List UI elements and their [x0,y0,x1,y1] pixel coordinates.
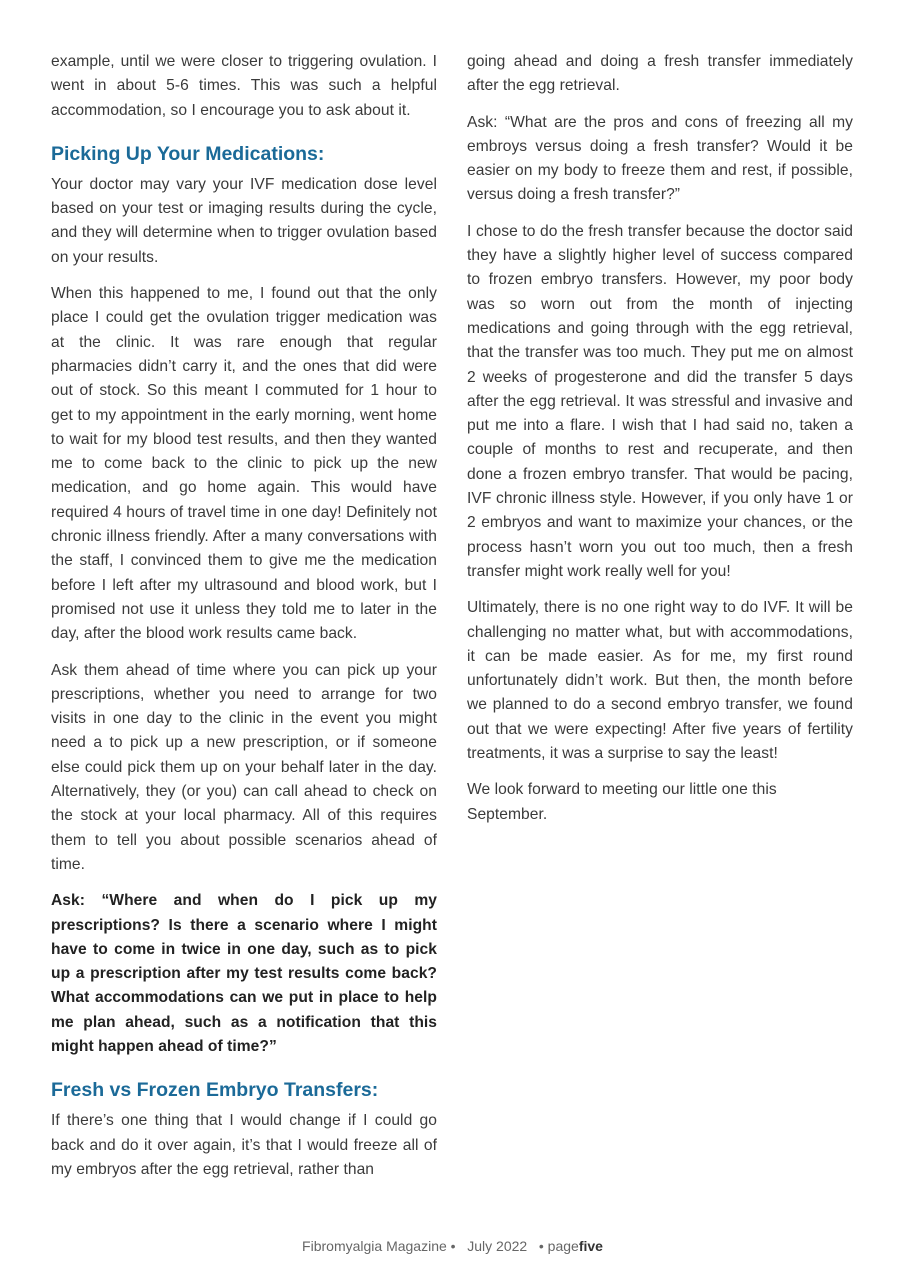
section-heading-embryo-transfers: Fresh vs Frozen Embryo Transfers: [51,1079,379,1102]
paragraph: If there’s one thing that I would change if I could go back and do it over again, it’s that I would freeze all of my embryos after the egg retrieval, rather than [51,1112,437,1178]
page-footer [0,1238,905,1254]
issue-date: July 2022 [467,1238,528,1254]
paragraph: Ask them ahead of time where you can pick up your prescriptions, whether you need to arrange for two visits in one day to the clinic in the event you might need a to pick up a new prescription, or if someone else could pick them up on your behalf later in the day. Alternatively, they (or you) can call ahead to check on the stock at your local pharmacy. All of this requires them to tell you about possible scenarios ahead of time. [51,661,437,873]
paragraph: I chose to do the fresh transfer because the doctor said they have a slightly higher level of success compared to frozen embryo transfers. However, my poor body was so worn out from the month of injecting medications and going through with the egg retrieval, that the transfer was too much. They put me on almost 2 weeks of progesterone and did the transfer 5 days after the egg retrieval. It was stressful and invasive and put me into a flare. I wish that I had said no, taken a couple of months to rest and recuperate, and then done a frozen embryo transfer. That would be pacing, IVF chronic illness style. However, if you only have 1 or 2 embryos and want to maximize your chances, or the process hasn’t worn you out too much, then a fresh transfer might work really well for you! [467,222,853,580]
paragraph: example, until we were closer to triggering ovulation. I went in about 5-6 times. This was such a helpful accommodation, so I encourage you to ask about it. [51,53,437,119]
left-column [51,50,437,1194]
paragraph: Your doctor may vary your IVF medication dose level based on your test or imaging results during the cycle, and they will determine when to trigger ovulation based on your results. [51,175,437,266]
magazine-name: Fibromyalgia Magazine [302,1238,447,1254]
paragraph: We look forward to meeting our little one this September. [467,781,777,823]
right-column [467,50,853,839]
ask-question-paragraph: Ask: “Where and when do I pick up my prescriptions? Is there a scenario where I might have to come in twice in one day, such as to pick up a prescription after my test results come back? What accommodations can we put in place to help me plan ahead, such as a notification that this might happen ahead of time?” [51,892,437,1055]
ask-question-paragraph: Ask: “What are the pros and cons of freezing all my embroys versus doing a fresh transfer? Would it be easier on my body to freeze them and rest, if possible, versus doing a fresh transfer?” [467,113,853,204]
paragraph: Ultimately, there is no one right way to do IVF. It will be challenging no matter what, but with accommodations, it can be made easier. As for me, my first round unfortunately didn’t work. But then, the month before we planned to do a second embryo transfer, we found out that we were expecting! After five years of fertility treatments, it was a surprise to say the least! [467,599,853,763]
page-prefix: page [547,1238,579,1254]
paragraph: When this happened to me, I found out that the only place I could get the ovulation trigger medication was at the clinic. It was rare enough that regular pharmacies didn’t carry it, and the ones that did were out of stock. So this meant I commuted for 1 hour to get to my appointment in the early morning, went home to wait for my blood test results, and then they wanted me to come back to the clinic to pick up the new medication, and go home again. This would have required 4 hours of travel time in one day! Definitely not chronic illness friendly. After a many conversations with the staff, I convinced them to give me the medication before I left after my ultrasound and blood work, but I promised not use it unless they told me to later in the day, after the blood work results came back. [51,285,437,643]
paragraph: going ahead and doing a fresh transfer immediately after the egg retrieval. [467,53,853,95]
separator: • [450,1238,464,1254]
separator: • [531,1238,544,1254]
section-heading-medications: Picking Up Your Medications: [51,142,325,165]
page-number: five [578,1238,603,1254]
